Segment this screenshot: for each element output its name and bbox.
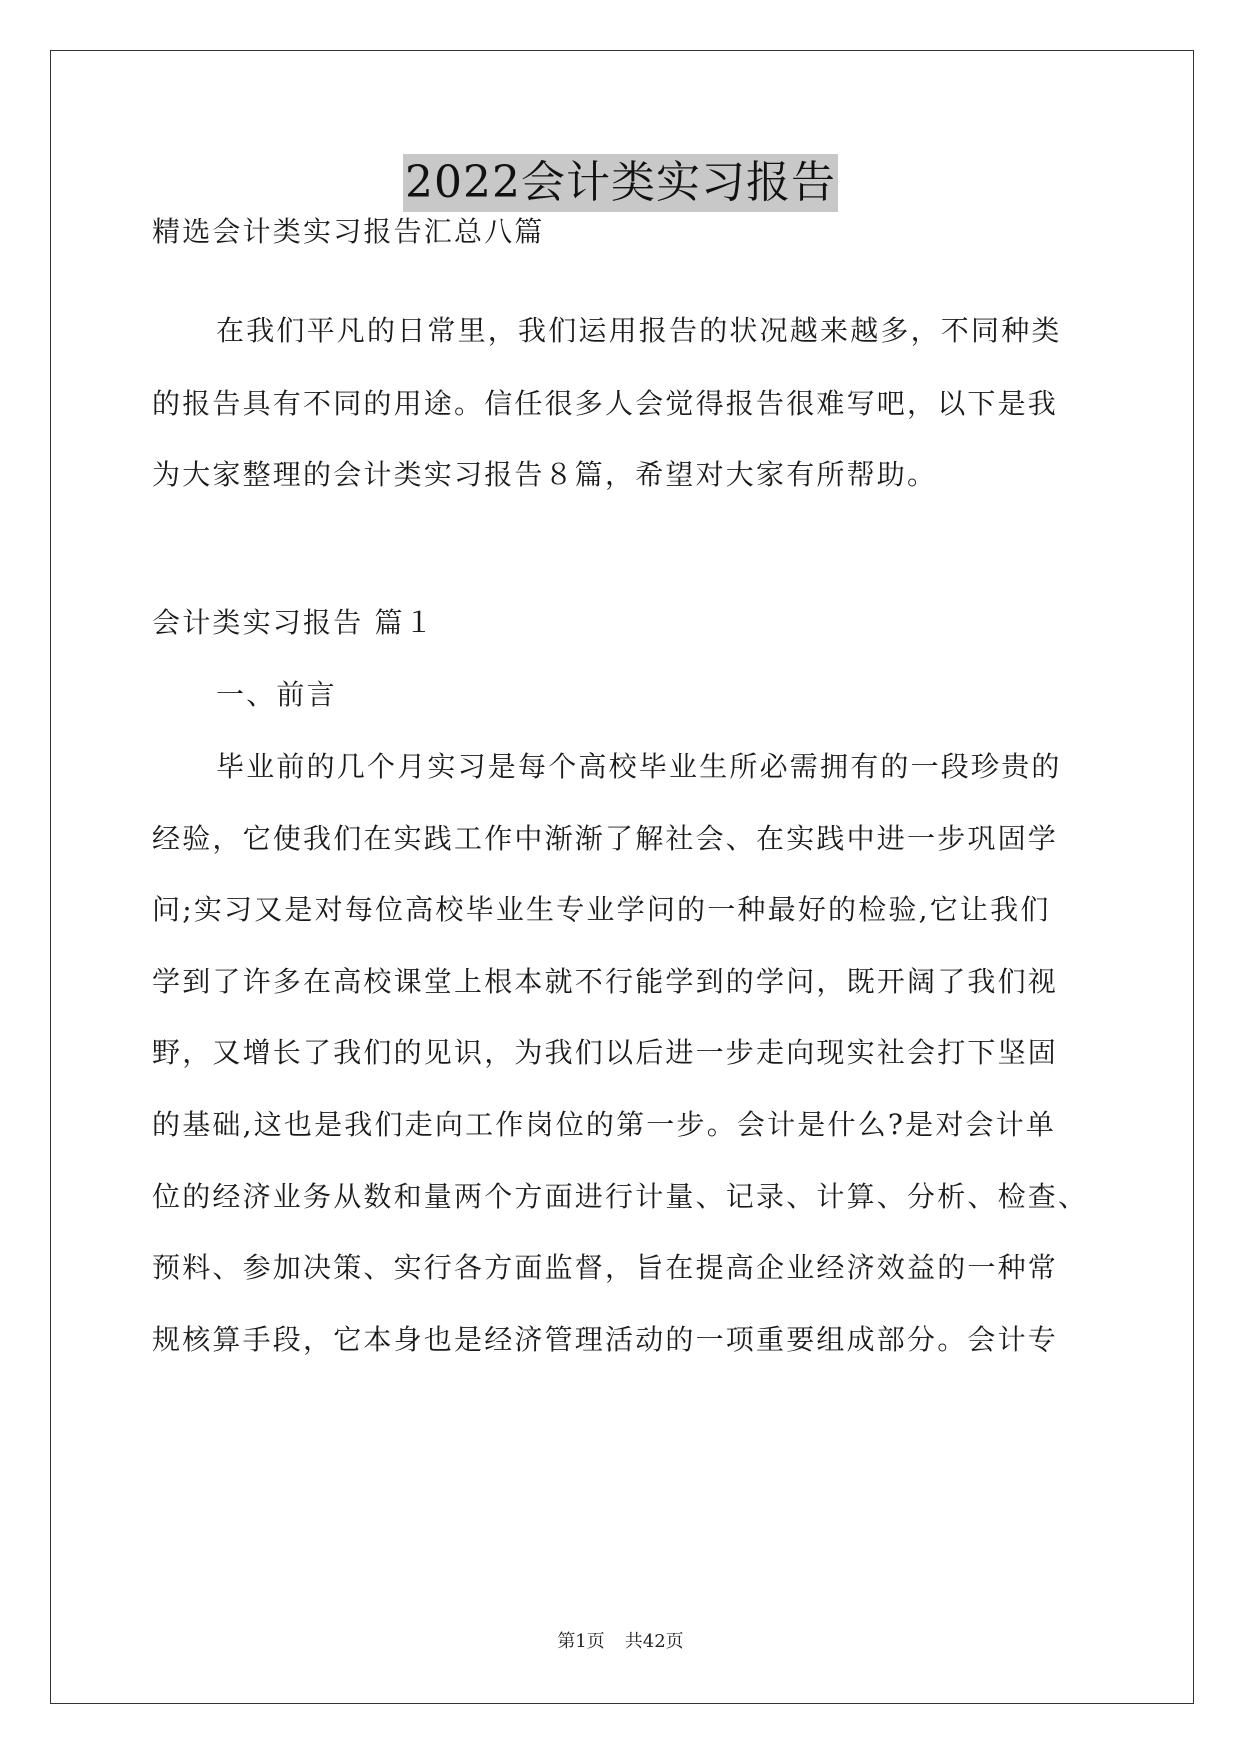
body-line: 预料、参加决策、实行各方面监督，旨在提高企业经济效益的一种常 — [152, 1251, 1059, 1284]
document-subtitle: 精选会计类实习报告汇总八篇 — [152, 215, 545, 248]
page-number: 第1页 — [557, 1631, 605, 1652]
intro-line: 的报告具有不同的用途。信任很多人会觉得报告很难写吧，以下是我 — [152, 387, 1059, 420]
body-line: 野，又增长了我们的见识，为我们以后进一步走向现实社会打下坚固 — [152, 1036, 1059, 1069]
body-line: 经验，它使我们在实践工作中渐渐了解社会、在实践中进一步巩固学 — [152, 822, 1059, 855]
intro-line: 为大家整理的会计类实习报告８篇，希望对大家有所帮助。 — [152, 458, 938, 491]
body-line: 毕业前的几个月实习是每个高校毕业生所必需拥有的一段珍贵的 — [216, 750, 1062, 783]
document-title: 2022会计类实习报告 — [403, 154, 838, 212]
body-line: 学到了许多在高校课堂上根本就不行能学到的学问，既开阔了我们视 — [152, 965, 1059, 998]
title-container — [0, 154, 1241, 212]
page-border — [50, 50, 1194, 1704]
intro-line: 在我们平凡的日常里，我们运用报告的状况越来越多，不同种类 — [216, 314, 1062, 347]
subsection-heading: 一、前言 — [216, 678, 337, 711]
body-line: 的基础,这也是我们走向工作岗位的第一步。会计是什么?是对会计单 — [152, 1108, 1057, 1141]
page-total: 共42页 — [624, 1631, 684, 1652]
body-line: 规核算手段，它本身也是经济管理活动的一项重要组成部分。会计专 — [152, 1323, 1059, 1356]
body-line: 问;实习又是对每位高校毕业生专业学问的一种最好的检验,它让我们 — [152, 893, 1051, 926]
page-footer — [0, 1630, 1241, 1654]
body-line: 位的经济业务从数和量两个方面进行计量、记录、计算、分析、检查、 — [152, 1180, 1089, 1213]
section-heading: 会计类实习报告 篇１ — [152, 606, 435, 639]
